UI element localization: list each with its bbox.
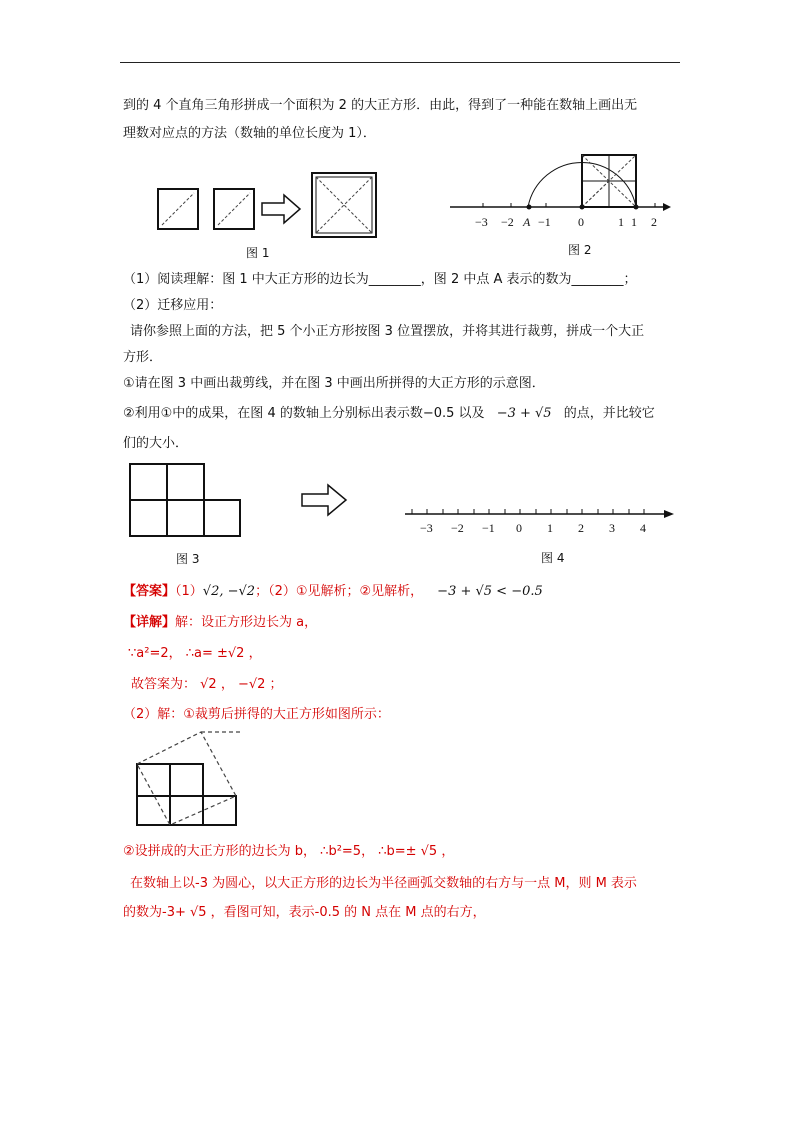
answer-expr-1: √2, −√2 [202,584,256,599]
question-2b-pre: ②利用①中的成果，在图 4 的数轴上分别标出表示数−0.5 以及 [123,406,485,421]
intro-line-1: 到的 4 个直角三角形拼成一个面积为 2 的大正方形．由此，得到了一种能在数轴上画出无 [123,98,638,113]
question-2b-line-2: 们的大小． [123,436,189,451]
fig2-point-1: 1 [631,215,637,229]
fig2-point-a: A [523,215,531,229]
solution-figure [135,728,255,828]
detail-intro: 解：设正方形边长为 a， [175,615,318,630]
fig4-tick-1: 1 [547,521,553,535]
fig3-caption: 图 3 [176,552,200,566]
answer-text-1: （1） [175,584,203,599]
question-2-line-2: 方形． [123,350,163,365]
answer-line [123,582,543,602]
header-rule [120,62,680,63]
fig4-caption: 图 4 [541,551,565,565]
question-2-title: （2）迁移应用： [123,298,223,313]
detail-tag: 【详解】 [123,615,176,630]
detail-line-5: ②设拼成的大正方形的边长为 b， ∴b²=5， ∴b=± √5 ， [123,844,455,859]
intro-line-2: 理数对应点的方法（数轴的单位长度为 1）． [123,126,376,141]
fig4-tick-2: 2 [578,521,584,535]
detail-line-2: ∵a²=2， ∴a= ±√2 ， [128,646,262,661]
fig2-tick-0: 0 [578,215,584,229]
question-1: （1）阅读理解：图 1 中大正方形的边长为________，图 2 中点 A 表示的数为________； [123,272,637,287]
fig2-tick-neg1: −1 [538,215,551,229]
question-2b [123,404,655,424]
figure-2 [445,150,675,260]
fig4-tick-0: 0 [516,521,522,535]
question-2a: ①请在图 3 中画出裁剪线，并在图 3 中画出所拼得的大正方形的示意图． [123,376,545,391]
detail-line-1 [123,613,317,633]
fig4-tick-neg1: −1 [482,521,495,535]
fig1-caption: 图 1 [246,246,270,260]
fig1-arrow [262,195,300,223]
fig2-tick-neg2: −2 [501,215,514,229]
fig2-tick-2: 2 [651,215,657,229]
fig4-tick-neg3: −3 [420,521,433,535]
detail-line-7: 的数为-3+ √5 ，看图可知，表示-0.5 的 N 点在 M 点的右方， [123,905,486,920]
figure-3-to-4-arrow [300,483,350,517]
fig2-caption: 图 2 [568,243,592,257]
fig2-tick-neg3: −3 [475,215,488,229]
fig4-tick-4: 4 [640,521,646,535]
question-2-line-1: 请你参照上面的方法，把 5 个小正方形按图 3 位置摆放，并将其进行裁剪，拼成一个大正 [130,324,645,339]
figure-4 [400,500,680,570]
answer-text-2: ；（2）①见解析；②见解析， [255,584,424,599]
question-2b-expr: −3 + √5 [496,406,552,421]
figure-3 [128,462,243,577]
question-2b-post: 的点，并比较它 [563,406,655,421]
fig4-tick-3: 3 [609,521,615,535]
fig4-tick-neg2: −2 [451,521,464,535]
answer-expr-2: −3 + √5 < −0.5 [437,584,543,599]
answer-tag: 【答案】 [123,584,176,599]
figure-1 [150,165,390,265]
detail-line-6: 在数轴上以-3 为圆心，以大正方形的边长为半径画弧交数轴的右方与一点 M，则 M 表示 [130,876,637,891]
fig2-tick-1: 1 [618,215,624,229]
detail-line-4: （2）解：①裁剪后拼得的大正方形如图所示： [123,707,390,722]
detail-line-3: 故答案为： √2 ， −√2 ； [131,677,283,692]
